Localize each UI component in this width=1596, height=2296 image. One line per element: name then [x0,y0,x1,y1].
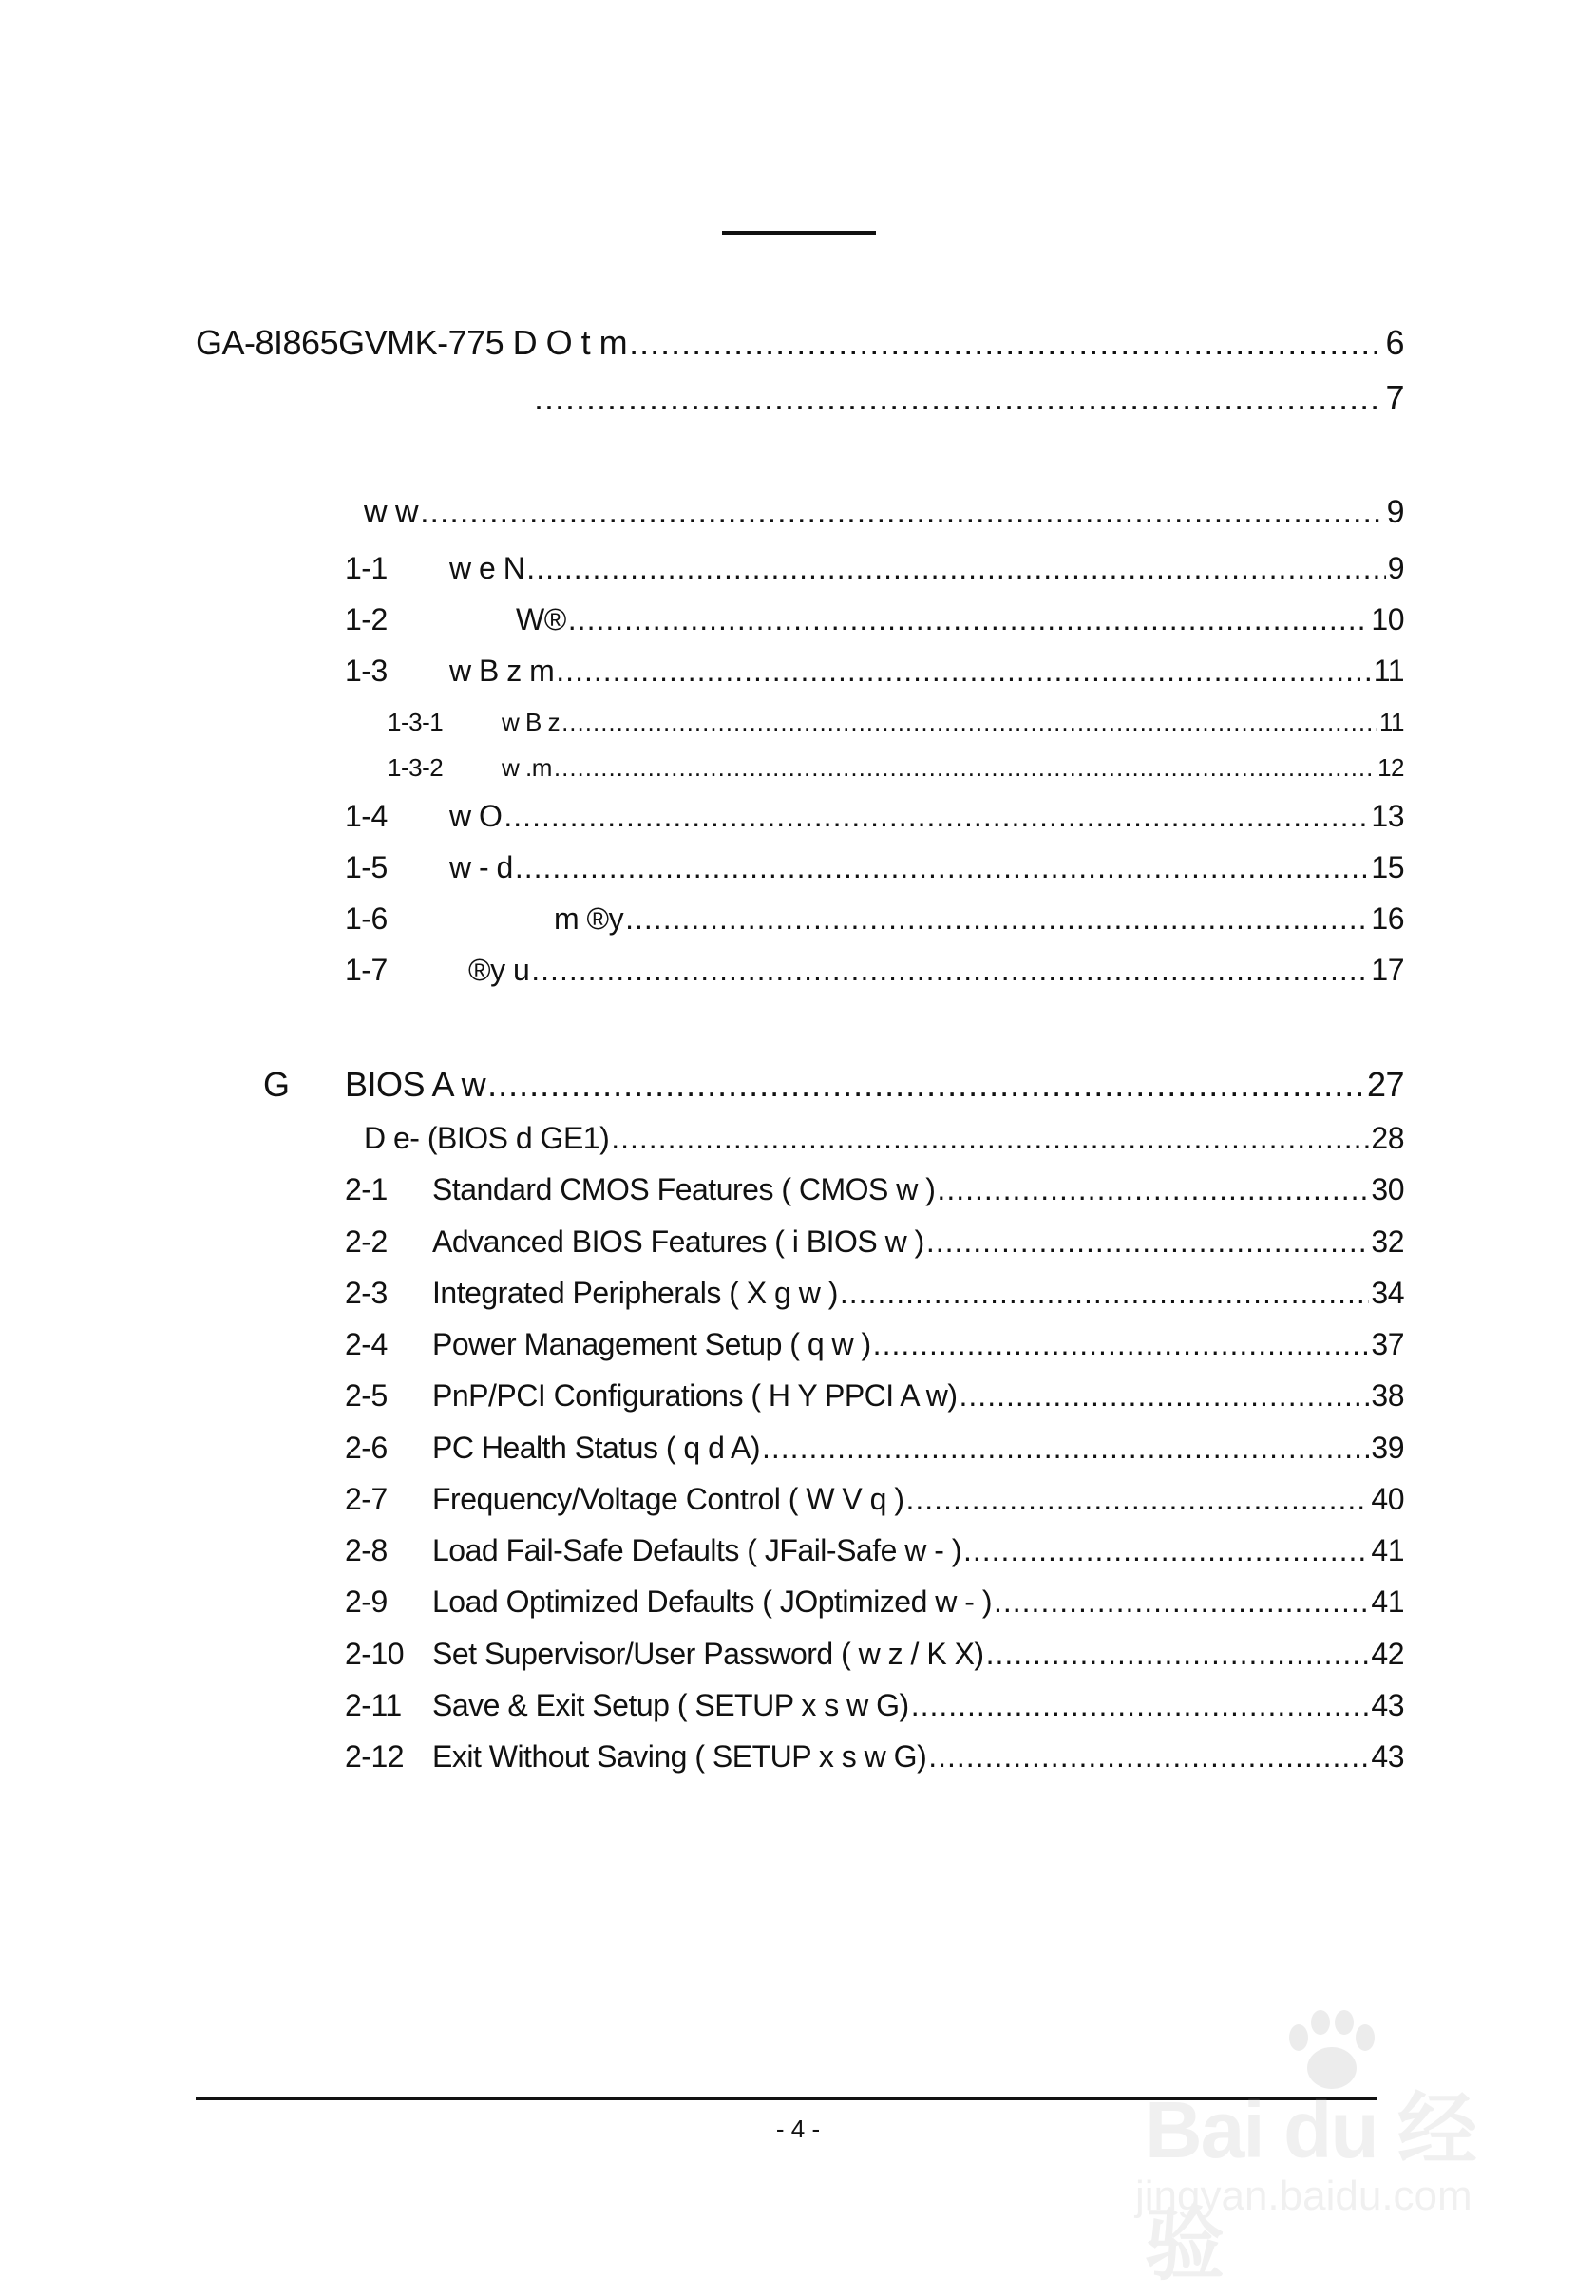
leader-dots [994,1584,1369,1620]
toc-number: 1-5 [345,850,388,884]
leader-dots [568,602,1370,637]
toc-page: 32 [1371,1224,1404,1259]
leader-dots [611,1121,1369,1156]
toc-item-2-7[interactable] [345,1482,1404,1517]
toc-number: 2-9 [345,1584,388,1619]
toc-page: 10 [1371,602,1404,636]
toc-title: w - d [449,850,513,884]
toc-number: 1-3-2 [388,753,444,782]
toc-item-1-7[interactable] [345,953,1404,988]
toc-title: PC Health Status ( q d A) [432,1431,760,1465]
toc-item-2-2[interactable] [345,1224,1404,1260]
toc-number: 2-3 [345,1276,388,1310]
toc-number: 1-2 [345,602,388,636]
toc-page: 41 [1371,1533,1404,1567]
toc-number: 2-8 [345,1533,388,1567]
toc-page: 43 [1371,1739,1404,1774]
toc-page: 11 [1379,708,1404,736]
toc-number: 1-6 [345,901,388,936]
toc-title: Power Management Setup ( q w ) [432,1327,871,1361]
leader-dots [926,1224,1370,1260]
toc-page: 28 [1371,1121,1404,1155]
toc-title: w O [449,799,503,833]
toc-page: 41 [1371,1584,1404,1619]
toc-item-1-3-1[interactable] [388,708,1404,737]
toc-page: 39 [1371,1431,1404,1465]
leader-dots [526,551,1385,586]
toc-page: 17 [1371,953,1404,987]
toc-item-2-12[interactable] [345,1739,1404,1774]
toc-number: 2-6 [345,1431,388,1465]
toc-number: 1-1 [345,551,388,585]
toc-item-1-6[interactable] [345,901,1404,937]
toc-title: w w [364,494,419,530]
toc-chapter2-subheading[interactable] [364,1121,1404,1156]
toc-title: GA-8I865GVMK-775 D O t m [196,323,628,362]
toc-number: 1-4 [345,799,388,833]
leader-dots [960,1378,1370,1414]
toc-title: BIOS A w [345,1065,486,1104]
toc-page: 11 [1373,654,1404,688]
toc-title: Load Fail-Safe Defaults ( JFail-Safe w - ) [432,1533,961,1567]
toc-number: 1-3-1 [388,708,444,736]
toc-item-2-5[interactable] [345,1378,1404,1414]
leader-dots [937,1172,1369,1207]
toc-title: Load Optimized Defaults ( JOptimized w - ) [432,1584,992,1619]
toc-chapter2-heading[interactable] [263,1065,1404,1105]
leader-dots [487,1065,1365,1105]
toc-item-2-9[interactable] [345,1584,1404,1620]
page-number: - 4 - [775,2115,821,2143]
toc-entry-unlabeled[interactable] [532,378,1404,418]
toc-page: 13 [1371,799,1404,833]
leader-dots [762,1431,1369,1466]
leader-dots [906,1482,1370,1517]
toc-title: w e N [449,551,525,585]
leader-dots [556,654,1372,689]
toc-item-2-6[interactable] [345,1431,1404,1466]
leader-dots [840,1276,1370,1311]
leader-dots [928,1739,1369,1774]
toc-title: Integrated Peripherals ( X g w ) [432,1276,838,1310]
leader-dots [554,753,1376,783]
toc-item-1-3[interactable] [345,654,1404,689]
toc-number: 2-11 [345,1688,402,1722]
toc-page: 12 [1378,753,1404,782]
toc-page: 40 [1371,1482,1404,1516]
leader-dots [625,901,1369,937]
toc-item-2-10[interactable] [345,1637,1404,1672]
toc-title: ®y u [468,953,530,987]
leader-dots [420,494,1385,531]
toc-number: 1-7 [345,953,388,987]
toc-number: 2-12 [345,1739,405,1774]
toc-page: 16 [1371,901,1404,936]
toc-title: Exit Without Saving ( SETUP x s w G) [432,1739,927,1774]
leader-dots [986,1637,1370,1672]
toc-number: 2-1 [345,1172,388,1206]
leader-dots [561,708,1378,737]
toc-page: 9 [1386,494,1404,530]
toc-page: 43 [1371,1688,1404,1722]
toc-item-2-3[interactable] [345,1276,1404,1311]
toc-page: 9 [1387,551,1404,585]
toc-title: Frequency/Voltage Control ( W V q ) [432,1482,904,1516]
watermark-site: jingyan.baidu.com [1135,2173,1472,2219]
toc-page: 27 [1366,1065,1404,1104]
toc-page: 6 [1385,323,1404,362]
toc-page: 42 [1371,1637,1404,1671]
toc-item-2-11[interactable] [345,1688,1404,1723]
leader-dots [531,953,1369,988]
leader-dots [534,378,1383,418]
toc-number: 2-7 [345,1482,388,1516]
toc-page: 38 [1371,1378,1404,1413]
toc-page: 15 [1371,850,1404,884]
baidu-jingyan-watermark [1126,2009,1525,2289]
toc-item-1-4[interactable] [345,799,1404,834]
toc-page: 30 [1371,1172,1404,1206]
toc-number: 2-2 [345,1224,388,1259]
toc-title: w B z [502,708,560,736]
toc-item-2-1[interactable] [345,1172,1404,1207]
leader-dots [873,1327,1370,1362]
toc-page: 7 [1385,378,1404,417]
toc-number: 2-4 [345,1327,388,1361]
toc-chapter1-heading[interactable] [364,494,1404,531]
leader-dots [515,850,1370,885]
toc-title: D e- (BIOS d GE1) [364,1121,610,1155]
toc-item-1-5[interactable] [345,850,1404,885]
toc-item-2-4[interactable] [345,1327,1404,1362]
leader-dots [629,323,1383,363]
toc-title: Advanced BIOS Features ( i BIOS w ) [432,1224,924,1259]
toc-page: 34 [1371,1276,1404,1310]
toc-title: Save & Exit Setup ( SETUP x s w G) [432,1688,909,1722]
toc-item-1-2[interactable] [345,602,1404,637]
toc-title: Set Supervisor/User Password ( w z / K X) [432,1637,984,1671]
leader-dots [911,1688,1370,1723]
toc-entry-product-manual[interactable] [196,323,1404,363]
toc-title: PnP/PCI Configurations ( H Y PPCI A w) [432,1378,958,1413]
toc-number: G [263,1065,290,1104]
leader-dots [504,799,1369,834]
toc-number: 1-3 [345,654,388,688]
leader-dots [963,1533,1369,1568]
toc-title: m ®y [554,901,624,936]
title-underline [722,231,876,235]
toc-number: 2-10 [345,1637,405,1671]
watermark-brand: Bai du 经验 [1145,2085,1476,2289]
toc-title: w B z m [449,654,555,688]
toc-number: 2-5 [345,1378,388,1413]
toc-page: 37 [1371,1327,1404,1361]
toc-item-2-8[interactable] [345,1533,1404,1568]
toc-title: w .m [502,753,552,782]
toc-item-1-3-2[interactable] [388,753,1404,783]
toc-title: Standard CMOS Features ( CMOS w ) [432,1172,936,1206]
toc-title: W® [516,602,566,636]
toc-item-1-1[interactable] [345,551,1404,586]
